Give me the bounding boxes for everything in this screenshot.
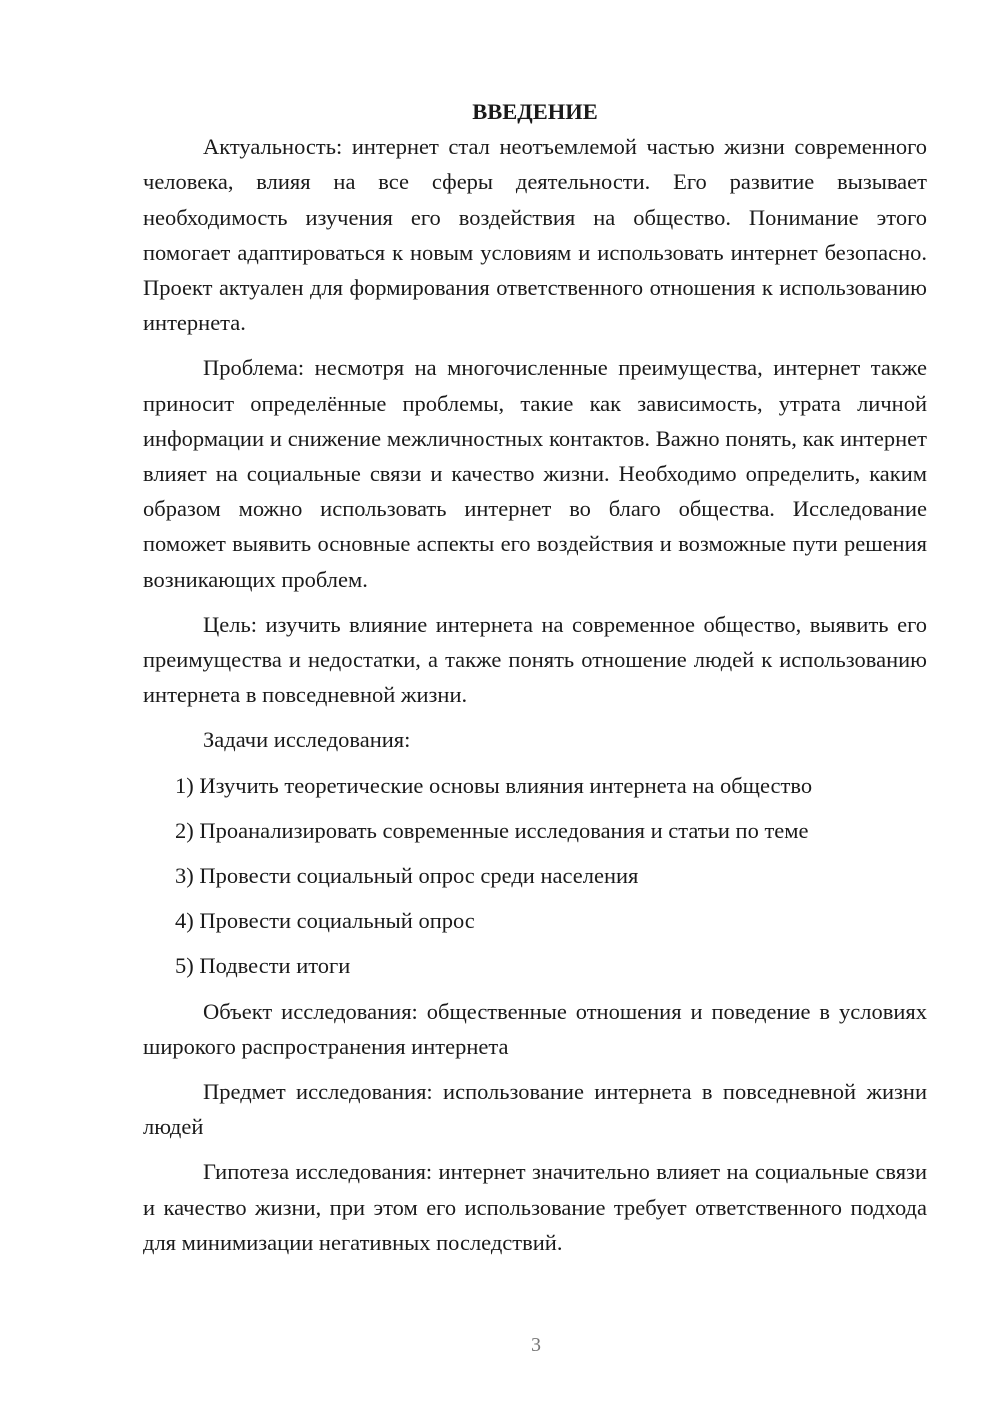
paragraph-object: Объект исследования: общественные отношения и поведение в условиях широкого распространения интернета [143, 998, 927, 1059]
task-item: 1) Изучить теоретические основы влияния интернета на общество [175, 772, 813, 798]
paragraph-goal: Цель: изучить влияние интернета на современное общество, выявить его преимущества и недостатки, а также понять отношение людей к использованию интернета в повседневной жизни. [143, 611, 927, 708]
page-title: ВВЕДЕНИЕ [472, 99, 598, 124]
tasks-heading: Задачи исследования: [203, 727, 411, 753]
task-item: 2) Проанализировать современные исследования и статьи по теме [175, 817, 809, 843]
paragraph-hypothesis: Гипотеза исследования: интернет значительно влияет на социальные связи и качество жизни, при этом его использование требует ответственного подхода для минимизации негативных последствий. [143, 1159, 927, 1255]
paragraph-relevance: Актуальность: интернет стал неотъемлемой частью жизни современного человека, влияя на все сферы деятельности. Его развитие вызывает необходимость изучения его воздействия на общество. Понимание этого помогает адаптироваться к новым условиям и использовать интернет безопасно. Проект актуален для формирования ответственного отношения к использованию интернета. [143, 134, 927, 336]
tasks-list [143, 768, 927, 984]
page-number: 3 [531, 1334, 541, 1356]
page-content [143, 94, 927, 1270]
task-item: 4) Провести социальный опрос [175, 908, 475, 934]
paragraph-problem: Проблема: несмотря на многочисленные преимущества, интернет также приносит определённые проблемы, такие как зависимость, утрата личной информации и снижение межличностных контактов. Важно понять, как интернет влияет на социальные связи и качество жизни. Необходимо определить, каким образом можно использовать интернет во благо общества. Исследование поможет выявить основные аспекты его воздействия и возможные пути решения возникающих проблем. [143, 355, 927, 592]
task-item: 5) Подвести итоги [175, 953, 351, 979]
paragraph-subject: Предмет исследования: использование интернета в повседневной жизни людей [143, 1079, 927, 1140]
task-item: 3) Провести социальный опрос среди населения [175, 863, 639, 889]
